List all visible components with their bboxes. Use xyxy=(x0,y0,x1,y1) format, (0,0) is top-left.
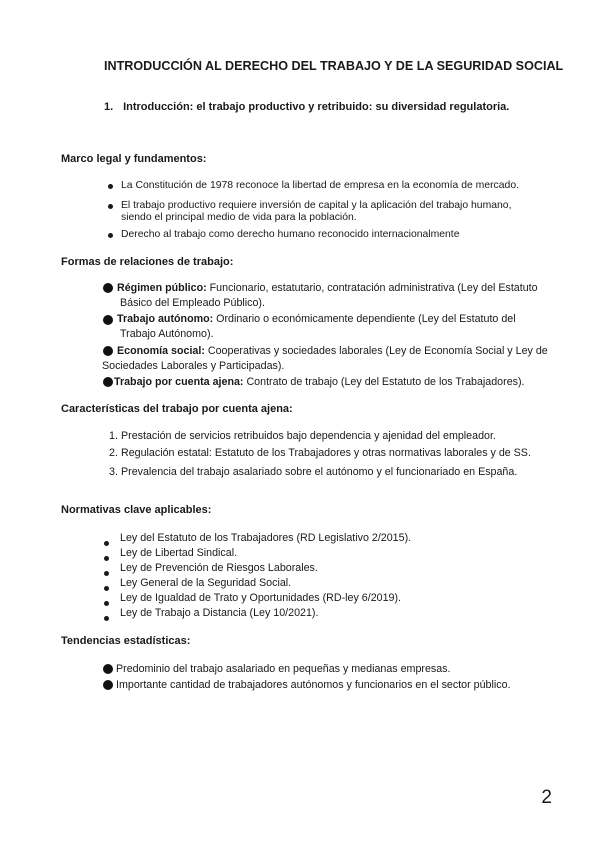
heading-caracteristicas: Características del trabajo por cuenta ajena: xyxy=(61,403,293,415)
list-item-continuation: Básico del Empleado Público). xyxy=(120,297,265,309)
list-item xyxy=(117,281,538,296)
list-item xyxy=(109,429,118,444)
item-label: Régimen público: xyxy=(117,282,207,294)
list-item: El trabajo productivo requiere inversión de capital y la aplicación del trabajo humano, xyxy=(121,200,512,211)
item-text: Prevalencia del trabajo asalariado sobre el autónomo y el funcionariado en España. xyxy=(121,466,518,478)
list-item: Ley General de la Seguridad Social. xyxy=(120,577,292,589)
list-item: Predominio del trabajo asalariado en pequeñas y medianas empresas. xyxy=(116,663,451,675)
bullet-icon xyxy=(103,680,113,690)
list-item: Ley de Igualdad de Trato y Oportunidades (RD-ley 6/2019). xyxy=(120,592,402,604)
list-item: Ley de Libertad Sindical. xyxy=(120,547,238,559)
item-label: Trabajo autónomo: xyxy=(117,313,214,325)
page-number: 2 xyxy=(541,787,552,808)
item-number: 2. xyxy=(109,447,118,459)
heading-marco-legal: Marco legal y fundamentos: xyxy=(61,153,207,165)
list-item-continuation: Trabajo Autónomo). xyxy=(120,328,214,340)
item-text: Regulación estatal: Estatuto de los Trabajadores y otras normativas laborales y de SS. xyxy=(121,447,531,459)
list-item: Importante cantidad de trabajadores autónomos y funcionarios en el sector público. xyxy=(116,679,511,691)
bullet-icon xyxy=(108,233,113,238)
list-item: Ley de Prevención de Riesgos Laborales. xyxy=(120,562,318,574)
bullet-icon xyxy=(104,556,109,561)
heading-tendencias: Tendencias estadísticas: xyxy=(61,635,191,647)
list-item: La Constitución de 1978 reconoce la libertad de empresa en la economía de mercado. xyxy=(121,180,519,191)
bullet-icon xyxy=(103,315,113,325)
bullet-icon xyxy=(108,204,113,209)
bullet-icon xyxy=(103,283,113,293)
item-text: Cooperativas y sociedades laborales (Ley de Economía Social y Ley de xyxy=(207,345,548,357)
bullet-icon xyxy=(103,664,113,674)
item-text: Ordinario o económicamente dependiente (Ley del Estatuto del xyxy=(216,313,516,325)
bullet-icon xyxy=(103,346,113,356)
bullet-icon xyxy=(103,377,113,387)
list-item xyxy=(109,446,118,461)
bullet-icon xyxy=(104,601,109,606)
item-number: 1. xyxy=(109,430,118,442)
list-item: Derecho al trabajo como derecho humano reconocido internacionalmente xyxy=(121,229,460,240)
bullet-icon xyxy=(108,184,113,189)
list-item: Ley de Trabajo a Distancia (Ley 10/2021). xyxy=(120,607,319,619)
item-text: Contrato de trabajo (Ley del Estatuto de los Trabajadores). xyxy=(246,376,525,388)
list-item xyxy=(114,375,525,390)
item-number: 3. xyxy=(109,466,118,478)
bullet-icon xyxy=(104,616,109,621)
section-number: 1. xyxy=(104,101,114,113)
section-title: Introducción: el trabajo productivo y retribuido: su diversidad regulatoria. xyxy=(123,101,510,113)
bullet-icon xyxy=(104,571,109,576)
heading-normativas: Normativas clave aplicables: xyxy=(61,504,212,516)
list-item-continuation: siendo el principal medio de vida para la población. xyxy=(121,212,357,223)
bullet-icon xyxy=(104,586,109,591)
heading-formas: Formas de relaciones de trabajo: xyxy=(61,256,234,268)
list-item xyxy=(117,312,516,327)
list-item: Ley del Estatuto de los Trabajadores (RD Legislativo 2/2015). xyxy=(120,532,412,544)
item-label: Economía social: xyxy=(117,345,205,357)
list-item xyxy=(109,465,118,480)
bullet-icon xyxy=(104,541,109,546)
list-item xyxy=(117,344,548,359)
item-label: Trabajo por cuenta ajena: xyxy=(114,376,244,388)
document-title: INTRODUCCIÓN AL DERECHO DEL TRABAJO Y DE LA SEGURIDAD SOCIAL xyxy=(104,59,564,73)
item-text: Prestación de servicios retribuidos bajo dependencia y ajenidad del empleador. xyxy=(121,430,496,442)
list-item-continuation: Sociedades Laborales y Participadas). xyxy=(102,360,285,372)
item-text: Funcionario, estatutario, contratación administrativa (Ley del Estatuto xyxy=(209,282,538,294)
section-heading xyxy=(104,101,509,113)
